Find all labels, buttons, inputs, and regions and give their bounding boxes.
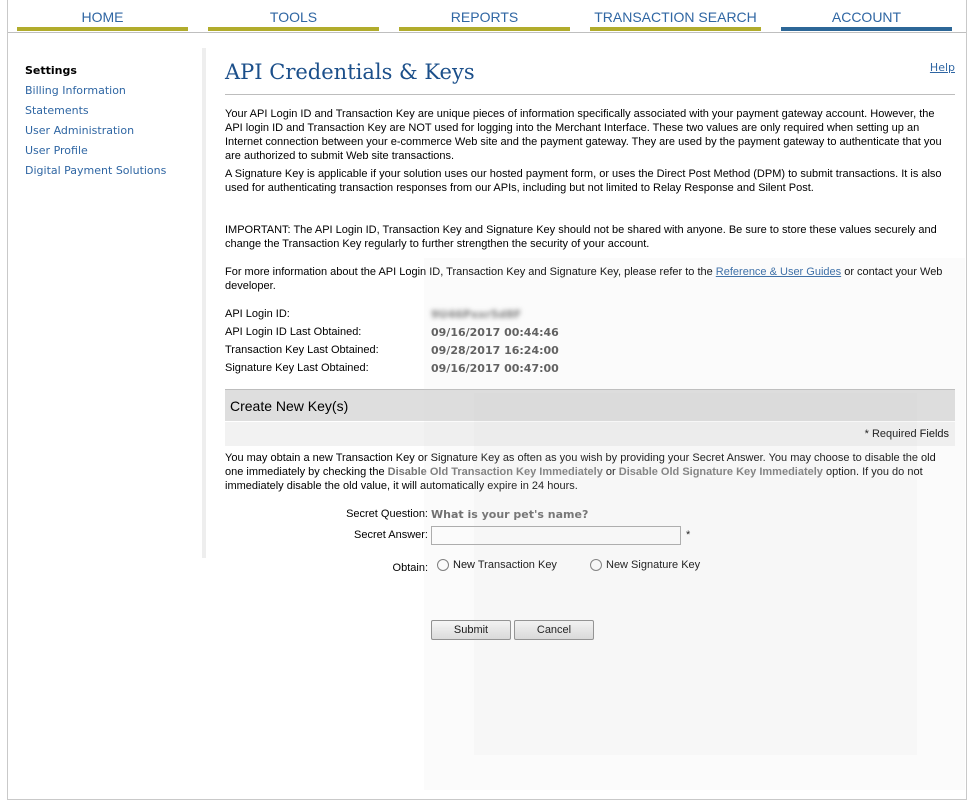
- signature-key-paragraph: A Signature Key is applicable if your solution uses our hosted payment form, or uses the Direct Post Method (DPM) to submit transactions. It is also used for authenticating transaction responses from our APIs, including but not limited to Relay Response and Silent Post.: [225, 168, 942, 194]
- transaction-key-obtained-label: Transaction Key Last Obtained:: [225, 344, 379, 356]
- more-info-paragraph: [225, 265, 953, 293]
- secret-answer-label: Secret Answer:: [354, 529, 428, 541]
- new-transaction-key-option[interactable]: [437, 559, 557, 571]
- sidebar-item-statements[interactable]: Statements: [25, 104, 89, 117]
- sidebar-item-user-administration[interactable]: User Administration: [25, 124, 135, 137]
- page-title: API Credentials & Keys: [225, 60, 955, 95]
- tab-tools[interactable]: TOOLS: [208, 0, 379, 31]
- required-fields-note: * Required Fields: [225, 422, 955, 446]
- secret-question-label: Secret Question:: [346, 508, 428, 520]
- intro-paragraph: Your API Login ID and Transaction Key are unique pieces of information specifically associated with your payment gateway account. However, the API login ID and Transaction Key are NOT used for logging into the Merchant Interface. These two values are only required when setting up an Internet connection between your e-commerce Web site and the payment gateway. They are used by the payment gateway to authenticate that you are authorized to submit Web site transactions.: [225, 108, 942, 162]
- disable-old-transaction-key-text: Disable Old Transaction Key Immediately: [387, 466, 603, 478]
- important-paragraph: IMPORTANT: The API Login ID, Transaction Key and Signature Key should not be shared with anyone. Be sure to store these values securely and change the Transaction Key regularly to further strengthen the security of your account.: [225, 224, 937, 250]
- tab-home[interactable]: HOME: [17, 0, 188, 31]
- secret-answer-input[interactable]: [431, 526, 681, 545]
- create-keys-or: or: [602, 466, 619, 478]
- required-star: *: [686, 529, 691, 541]
- page-container: [7, 0, 967, 800]
- sidebar-item-digital-payment-solutions[interactable]: Digital Payment Solutions: [25, 164, 167, 177]
- secret-question-value: What is your pet's name?: [431, 508, 589, 521]
- api-login-obtained-label: API Login ID Last Obtained:: [225, 326, 362, 338]
- signature-key-obtained-value: 09/16/2017 00:47:00: [431, 362, 559, 375]
- create-keys-paragraph: [225, 451, 953, 493]
- more-info-text-end: or contact your Web developer.: [225, 266, 943, 292]
- create-keys-text-end: option. If you do not immediately disable the old value, it will automatically expire in 24 hours.: [225, 466, 923, 492]
- sidebar: [8, 48, 206, 558]
- api-login-id-label: API Login ID:: [225, 308, 290, 320]
- reference-user-guides-link[interactable]: Reference & User Guides: [715, 266, 842, 278]
- obtain-label: Obtain:: [392, 562, 428, 574]
- new-signature-key-radio[interactable]: [590, 559, 602, 571]
- cancel-button[interactable]: Cancel: [514, 620, 594, 640]
- submit-button[interactable]: Submit: [431, 620, 511, 640]
- new-transaction-key-radio[interactable]: [437, 559, 449, 571]
- sidebar-title: Settings: [25, 64, 77, 77]
- api-login-id-value: 9U46Pxxr5d8F: [431, 308, 522, 321]
- sidebar-item-billing-information[interactable]: Billing Information: [25, 84, 126, 97]
- signature-key-obtained-label: Signature Key Last Obtained:: [225, 362, 369, 374]
- tab-transaction-search[interactable]: TRANSACTION SEARCH: [590, 0, 761, 31]
- disable-old-signature-key-text: Disable Old Signature Key Immediately: [618, 466, 823, 478]
- transaction-key-obtained-value: 09/28/2017 16:24:00: [431, 344, 559, 357]
- create-keys-text: You may obtain a new Transaction Key or Signature Key as often as you wish by providing your Secret Answer. You may choose to disable the old one immediately by checking the: [225, 452, 936, 478]
- more-info-text: For more information about the API Login ID, Transaction Key and Signature Key, please refer to the: [225, 266, 716, 278]
- new-transaction-key-label: New Transaction Key: [453, 559, 557, 571]
- tab-account[interactable]: ACCOUNT: [781, 0, 952, 31]
- create-keys-header: Create New Key(s): [225, 389, 955, 421]
- new-signature-key-label: New Signature Key: [606, 559, 701, 571]
- api-login-obtained-value: 09/16/2017 00:44:46: [431, 326, 559, 339]
- help-link[interactable]: Help: [929, 61, 955, 74]
- sidebar-item-user-profile[interactable]: User Profile: [25, 144, 88, 157]
- top-navigation: [8, 0, 966, 33]
- tab-reports[interactable]: REPORTS: [399, 0, 570, 31]
- new-signature-key-option[interactable]: [590, 559, 700, 571]
